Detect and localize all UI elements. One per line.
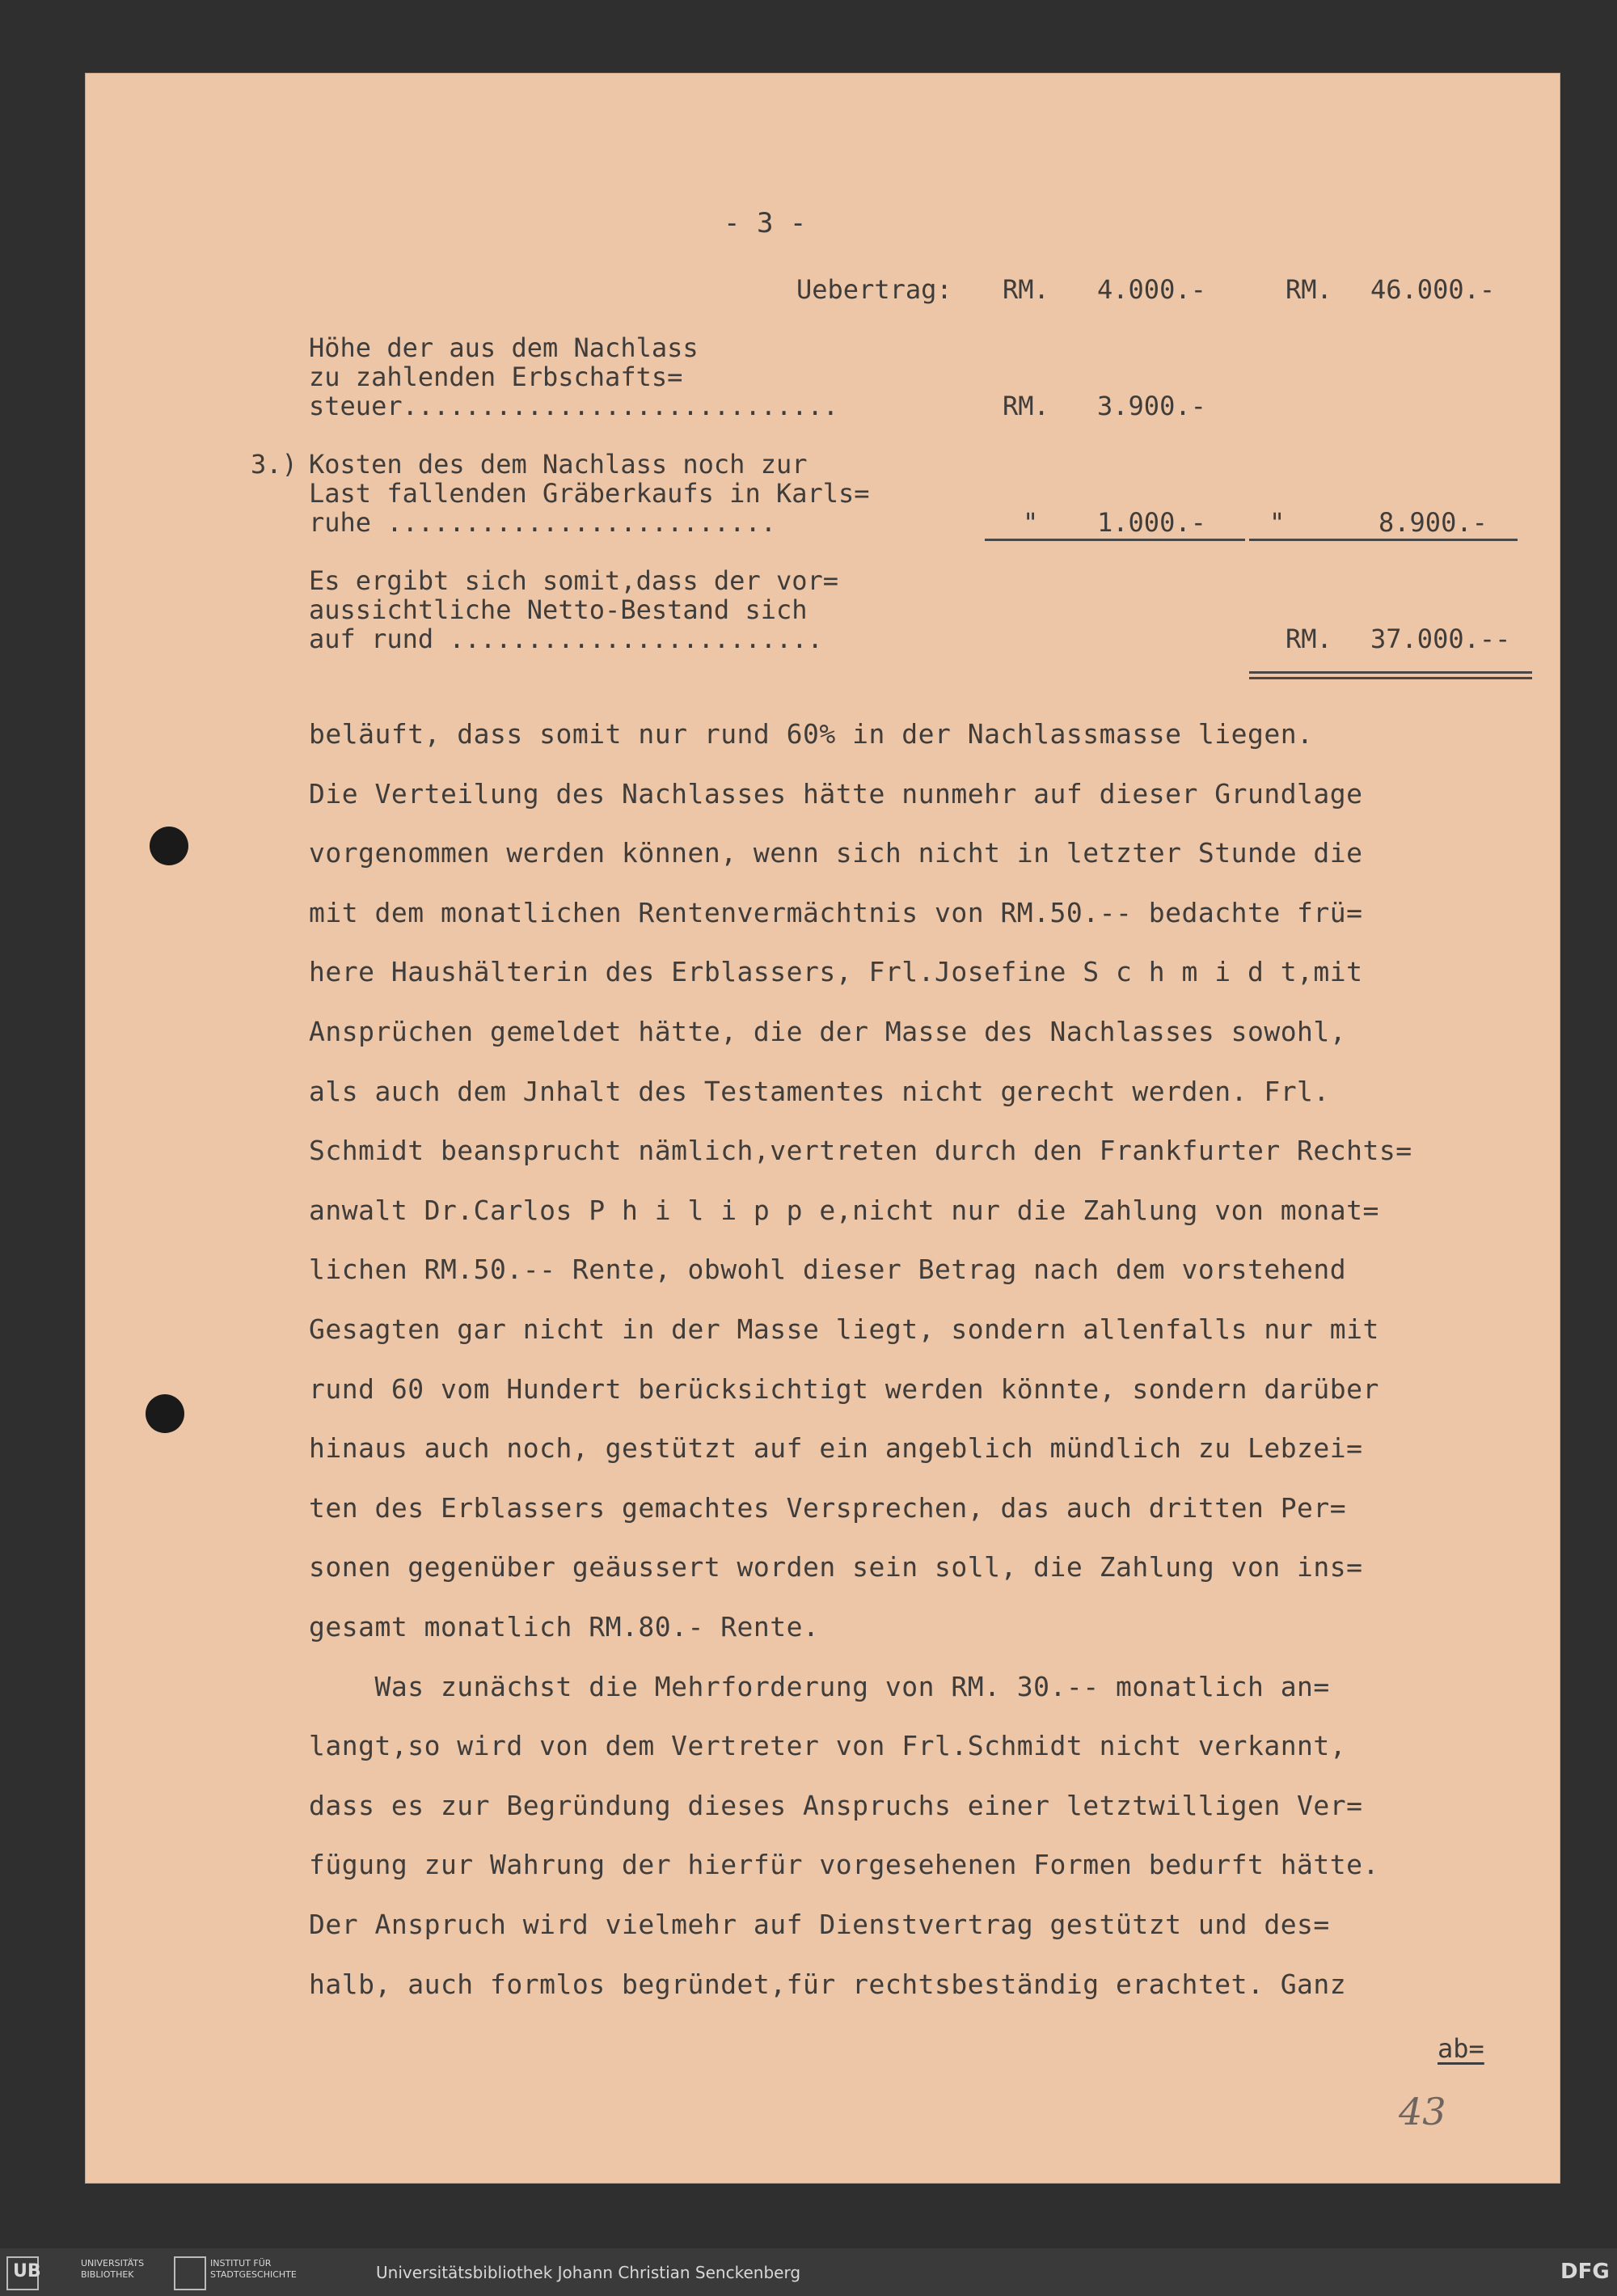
body-line: Der Anspruch wird vielmehr auf Dienstvertrag gestützt und des= xyxy=(309,1909,1330,1940)
body-line: Die Verteilung des Nachlasses hätte nunmehr auf dieser Grundlage xyxy=(309,778,1363,810)
dfg-logo: DFG xyxy=(1560,2260,1610,2284)
costs-value-2: 8.900.- xyxy=(1378,507,1488,538)
tax-line-1: Höhe der aus dem Nachlass xyxy=(309,332,699,363)
body-line: rund 60 vom Hundert berücksichtigt werden könnte, sondern darüber xyxy=(309,1373,1379,1405)
result-line-1: Es ergibt sich somit,dass der vor= xyxy=(309,565,839,596)
document-page xyxy=(85,73,1560,2184)
body-line: als auch dem Jnhalt des Testamentes nicht gerecht werden. Frl. xyxy=(309,1076,1330,1107)
body-line: hinaus auch noch, gestützt auf ein angeblich mündlich zu Lebzei= xyxy=(309,1432,1363,1464)
result-line-2: aussichtliche Netto-Bestand sich xyxy=(309,594,808,625)
punch-hole-bottom xyxy=(146,1394,184,1433)
body-line: gesamt monatlich RM.80.- Rente. xyxy=(309,1611,820,1643)
costs-underline-1 xyxy=(985,539,1245,541)
footer-bar xyxy=(0,2248,1617,2296)
body-line: Schmidt beansprucht nämlich,vertreten durch den Frankfurter Rechts= xyxy=(309,1135,1412,1166)
body-line: Was zunächst die Mehrforderung von RM. 30.-- monatlich an= xyxy=(309,1671,1330,1702)
body-line: Gesagten gar nicht in der Masse liegt, sondern allenfalls nur mit xyxy=(309,1313,1379,1345)
body-line: ten des Erblassers gemachtes Versprechen, das auch dritten Per= xyxy=(309,1492,1347,1524)
body-line: halb, auch formlos begründet,für rechtsbeständig erachtet. Ganz xyxy=(309,1968,1347,2000)
tax-line-3: steuer............................ xyxy=(309,391,839,421)
body-line: anwalt Dr.Carlos P h i l i p p e,nicht nur die Zahlung von monat= xyxy=(309,1195,1379,1226)
body-line: langt,so wird von dem Vertreter von Frl.Schmidt nicht verkannt, xyxy=(309,1730,1347,1761)
carry-currency-2: RM. xyxy=(1286,274,1332,305)
result-double-underline xyxy=(1249,671,1532,679)
costs-line-3: ruhe ......................... xyxy=(309,507,776,538)
carry-label: Uebertrag: xyxy=(796,274,952,305)
body-line: fügung zur Wahrung der hierfür vorgesehenen Formen bedurft hätte. xyxy=(309,1849,1379,1880)
carry-currency-1: RM. xyxy=(1003,274,1049,305)
tax-line-2: zu zahlenden Erbschafts= xyxy=(309,362,683,392)
costs-value-1: 1.000.- xyxy=(1097,507,1206,538)
punch-hole-top xyxy=(150,827,188,865)
costs-line-2: Last fallenden Gräberkaufs in Karls= xyxy=(309,478,870,509)
costs-ditto-1: " xyxy=(1023,507,1039,538)
ub-logo-subtext: UNIVERSITÄTS BIBLIOTHEK xyxy=(81,2258,145,2280)
catchword: ab= xyxy=(1438,2033,1484,2064)
body-line: dass es zur Begründung dieses Anspruchs einer letztwilligen Ver= xyxy=(309,1790,1363,1821)
institute-logo-icon xyxy=(174,2256,206,2290)
institute-name: INSTITUT FÜR STADTGESCHICHTE xyxy=(210,2258,297,2280)
result-value: 37.000.-- xyxy=(1370,624,1511,654)
costs-number: 3.) xyxy=(251,449,298,480)
body-line: sonen gegenüber geäussert worden sein soll, die Zahlung von ins= xyxy=(309,1551,1363,1583)
costs-underline-2 xyxy=(1249,539,1518,541)
body-line: Ansprüchen gemeldet hätte, die der Masse des Nachlasses sowohl, xyxy=(309,1016,1347,1047)
result-line-3: auf rund ........................ xyxy=(309,624,823,654)
costs-line-1: Kosten des dem Nachlass noch zur xyxy=(309,449,808,480)
page-number-header: - 3 - xyxy=(724,207,807,239)
body-line: beläuft, dass somit nur rund 60% in der Nachlassmasse liegen. xyxy=(309,718,1314,750)
handwritten-number: 43 xyxy=(1399,2090,1446,2133)
carry-value-2: 46.000.- xyxy=(1370,274,1496,305)
body-line: mit dem monatlichen Rentenvermächtnis von RM.50.-- bedachte frü= xyxy=(309,897,1363,928)
costs-ditto-2: " xyxy=(1269,507,1286,538)
tax-value: 3.900.- xyxy=(1097,391,1206,421)
library-name: Universitätsbibliothek Johann Christian Senckenberg xyxy=(376,2263,801,2282)
result-currency: RM. xyxy=(1286,624,1332,654)
ub-logo-text: UB xyxy=(13,2261,41,2281)
body-line: vorgenommen werden können, wenn sich nicht in letzter Stunde die xyxy=(309,837,1363,869)
body-line: here Haushälterin des Erblassers, Frl.Josefine S c h m i d t,mit xyxy=(309,956,1363,987)
carry-value-1: 4.000.- xyxy=(1097,274,1206,305)
tax-currency: RM. xyxy=(1003,391,1049,421)
body-line: lichen RM.50.-- Rente, obwohl dieser Betrag nach dem vorstehend xyxy=(309,1254,1347,1285)
